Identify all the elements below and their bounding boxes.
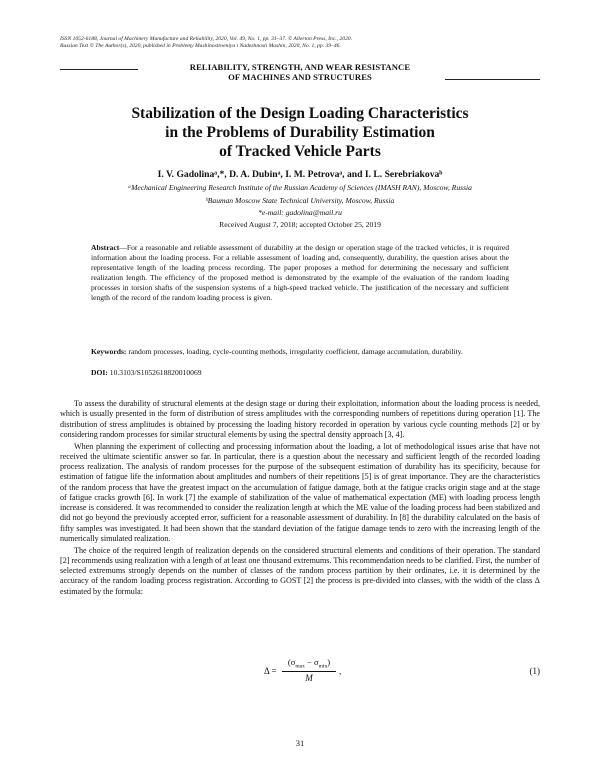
paper-title-line2: in the Problems of Durability Estimation <box>165 124 435 141</box>
keywords <box>91 347 509 357</box>
corresponding-email: *e-mail: gadolina@mail.ru <box>258 208 342 217</box>
eq-sub-max: max <box>295 663 305 670</box>
equation-number: (1) <box>529 666 540 676</box>
equation-lhs: Δ = <box>264 666 277 676</box>
eq-num-open: (σ <box>287 657 296 667</box>
keywords-label: Keywords: <box>91 347 127 356</box>
eq-num-minus: − σ <box>304 657 319 667</box>
equation-1 <box>60 657 540 687</box>
page-number: 31 <box>295 738 305 748</box>
equation-comma: , <box>339 666 342 676</box>
paper-title-line1: Stabilization of the Design Loading Characteristics <box>131 105 469 122</box>
eq-num-close: ) <box>327 657 331 667</box>
section-rule-left <box>60 69 138 70</box>
article-body <box>60 399 540 597</box>
journal-header-line2: Russian Text © The Author(s), 2020, published in Problemy Mashinostroeniya i Nadezhnosti Mashin, 2020, No. 1, pp. 39–46. <box>60 43 341 50</box>
body-paragraph-3: The choice of the required length of realization depends on the considered structural elements and conditions of their operation. The standard [2] recommends using realization with a length of at least one thousand extremums. This recommendation needs to be clarified. First, the number of selected extremums strongly depends on the number of classes of the random process partition by their ordinates, i.e. it is determined by the accuracy of the random loading process registration. According to GOST [2] the process is pre-divided into classes, with the width of the class Δ estimated by the formula: <box>60 545 540 596</box>
body-paragraph-1: To assess the durability of structural elements at the design stage or during their exploitation, information about the loading process is needed, which is usually presented in the form of distribution of stress amplitudes with the corresponding numbers of repetitions during operation [1]. The distribution of stress amplitudes is obtained by processing the loading history recorded in operation by various cycle counting methods [2] or by considering random processes for similar structural elements by using the spectral density approach [3, 4]. <box>60 399 540 439</box>
paper-title <box>70 104 530 161</box>
abstract <box>91 243 509 302</box>
body-paragraph-2: When planning the experiment of collecting and processing information about the loading, a lot of methodological issues arise that have not received the ultimate scientific answer so far. In particular, there is a question about the necessary and sufficient length of the recorded loading process realization. The analysis of random processes for the purpose of the subsequent estimation of durability has its specificity, because for estimation of fatigue life the information about amplitudes and numbers of their repetitions [5] is of great importance. They are the characteristics of the random process that have the greatest impact on the accumulation of fatigue damage, both at the fatigue cracks origin stage and at the stage of fatigue cracks growth [6]. In work [7] the example of stabilization of the value of mathematical expectation (ME) with loading process length increase is considered. It was recommended to consider the realization length at which the ME value of the loading process had been stabilized and did not go beyond the previously accepted error, sufficient for a reasonable assessment of durability. In [8] the durability calculated on the basis of fifty samples was investigated. It had been shown that the standard deviation of the fatigue damage tends to zero with the increasing length of the numerically simulated realization. <box>60 441 540 543</box>
equation-numerator <box>282 657 336 672</box>
doi <box>91 368 509 377</box>
eq-sub-min: min <box>318 663 328 670</box>
section-title-line2: OF MACHINES AND STRUCTURES <box>228 72 372 82</box>
doi-label: DOI: <box>91 368 108 377</box>
equation-fraction <box>282 657 336 683</box>
journal-header <box>60 36 540 51</box>
section-heading <box>60 62 540 86</box>
section-title <box>140 62 460 82</box>
author-list: I. V. Gadolinaᵃ,*, D. A. Dubinᵃ, I. M. Petrovaᵃ, and I. L. Serebriakovaᵇ <box>157 169 443 180</box>
doi-link[interactable]: 10.3103/S1052618820010069 <box>107 368 202 377</box>
keywords-text: random processes, loading, cycle-counting methods, irregularity coefficient, damage accumulation, durability. <box>126 347 463 356</box>
received-dates: Received August 7, 2018; accepted October 25, 2019 <box>219 220 381 229</box>
section-title-line1: RELIABILITY, STRENGTH, AND WEAR RESISTANCE <box>189 62 411 72</box>
affiliation-a: ᵃMechanical Engineering Research Institute of the Russian Academy of Sciences (IMASH RAN), Moscow, Russia <box>128 183 472 192</box>
affiliation-b: ᵇBauman Moscow State Technical University, Moscow, Russia <box>205 196 395 205</box>
abstract-text: —For a reasonable and reliable assessment of durability at the design or operation stage of the tracked vehicles, it is required information about the loading process. For a reliable assessment of loading and, consequently, durability, the question arises about the representative length of the loading process recording. The paper proposes a method for determining the necessary and sufficient realization length. The efficiency of the proposed method is demonstrated by the example of the evaluation of the random loading processes in torsion shafts of the suspension systems of a high-speed tracked vehicle. The justification of the necessary and sufficient length of the record of the random loading process is given. <box>91 243 509 302</box>
abstract-label: Abstract <box>91 243 120 252</box>
equation-denominator: M <box>305 672 313 683</box>
section-rule-right <box>445 79 540 80</box>
journal-header-line1: ISSN 1052-6188, Journal of Machinery Manufacture and Reliability, 2020, Vol. 49, No. 1, pp. 31–37. © Allerton Press, Inc., 2020. <box>60 36 353 42</box>
paper-title-line3: of Tracked Vehicle Parts <box>219 143 381 160</box>
